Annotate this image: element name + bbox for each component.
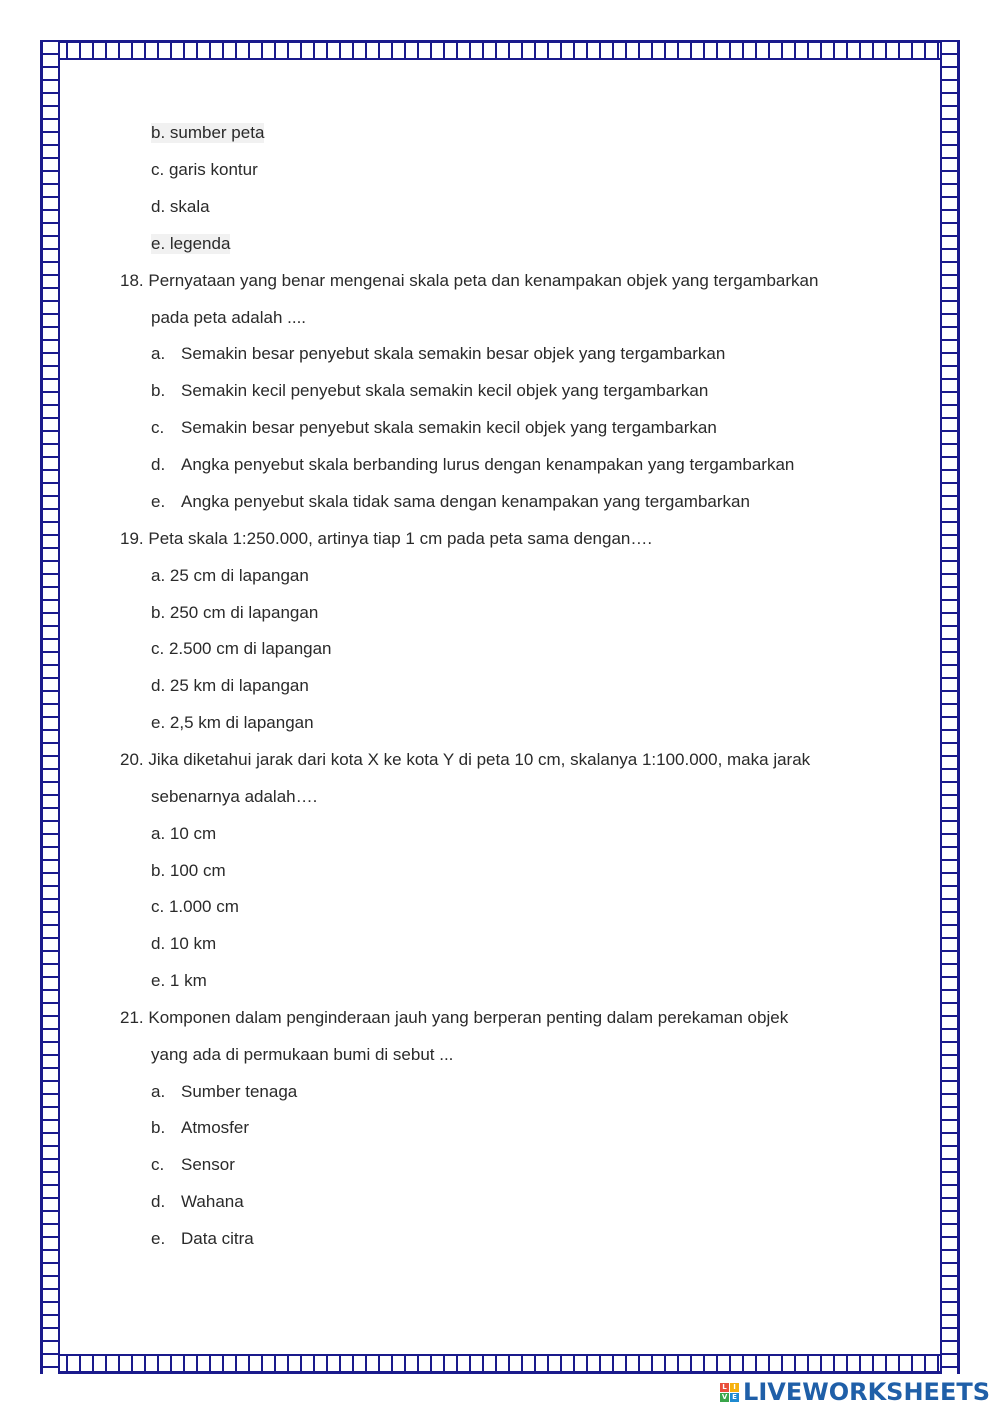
option-text: Wahana — [181, 1192, 244, 1211]
page-border-top — [40, 40, 960, 60]
logo-mark-i: I — [730, 1383, 739, 1392]
logo-mark-v: V — [721, 1392, 728, 1401]
q18-question-line2: pada peta adalah .... — [151, 308, 307, 327]
option-label: d. — [151, 1192, 166, 1211]
option-text: Sumber tenaga — [181, 1082, 298, 1101]
option-label: b. — [151, 1118, 166, 1137]
option-label: a. — [151, 1082, 166, 1101]
q21-question-line2: yang ada di permukaan bumi di sebut ... — [151, 1045, 454, 1064]
page-border-right — [940, 40, 960, 1374]
q19-option-e: e. 2,5 km di lapangan — [151, 713, 314, 732]
option-label: e. — [151, 492, 166, 511]
q20-option-a: a. 10 cm — [151, 824, 217, 843]
q17-option-d: d. skala — [151, 197, 210, 216]
q21-question-line1: 21. Komponen dalam penginderaan jauh yang berperan penting dalam perekaman objek — [120, 1008, 789, 1027]
option-label: c. — [151, 418, 165, 437]
option-text: Data citra — [181, 1229, 254, 1248]
option-label: c. — [151, 1155, 165, 1174]
q20-question-line1: 20. Jika diketahui jarak dari kota X ke kota Y di peta 10 cm, skalanya 1:100.000, maka jarak — [120, 750, 811, 769]
q20-option-b: b. 100 cm — [151, 861, 226, 880]
liveworksheets-logo[interactable] — [720, 1377, 990, 1407]
option-label: d. — [151, 455, 166, 474]
option-text: Atmosfer — [181, 1118, 250, 1137]
q17-option-e: e. legenda — [151, 234, 231, 253]
page-border-left — [40, 40, 60, 1374]
option-text: Angka penyebut skala tidak sama dengan kenampakan yang tergambarkan — [181, 492, 750, 511]
logo-mark-icon — [720, 1383, 739, 1402]
q17-option-c: c. garis kontur — [151, 160, 258, 179]
option-text: Sensor — [181, 1155, 235, 1174]
option-label: a. — [151, 344, 166, 363]
option-text: Semakin kecil penyebut skala semakin kecil objek yang tergambarkan — [181, 381, 709, 400]
q20-option-e: e. 1 km — [151, 971, 207, 990]
option-text: Semakin besar penyebut skala semakin besar objek yang tergambarkan — [181, 344, 726, 363]
option-label: e. — [151, 1229, 166, 1248]
logo-mark-e: E — [730, 1393, 739, 1402]
q19-option-a: a. 25 cm di lapangan — [151, 566, 309, 585]
q17-option-b: b. sumber peta — [151, 123, 265, 142]
logo-text: LIVEWORKSHEETS — [743, 1378, 990, 1406]
q19-option-b: b. 250 cm di lapangan — [151, 603, 319, 622]
logo-mark-l: L — [720, 1383, 729, 1392]
option-label: b. — [151, 381, 166, 400]
option-text: Angka penyebut skala berbanding lurus dengan kenampakan yang tergambarkan — [181, 455, 795, 474]
q18-question-line1: 18. Pernyataan yang benar mengenai skala peta dan kenampakan objek yang tergambarkan — [120, 271, 819, 290]
q20-question-line2: sebenarnya adalah…. — [151, 787, 318, 806]
page-border-bottom — [40, 1354, 960, 1374]
q20-option-c: c. 1.000 cm — [151, 897, 239, 916]
q19-option-c: c. 2.500 cm di lapangan — [151, 639, 332, 658]
q19-question-line1: 19. Peta skala 1:250.000, artinya tiap 1 cm pada peta sama dengan…. — [120, 529, 653, 548]
q20-option-d: d. 10 km — [151, 934, 217, 953]
option-text: Semakin besar penyebut skala semakin kecil objek yang tergambarkan — [181, 418, 717, 437]
q19-option-d: d. 25 km di lapangan — [151, 676, 309, 695]
